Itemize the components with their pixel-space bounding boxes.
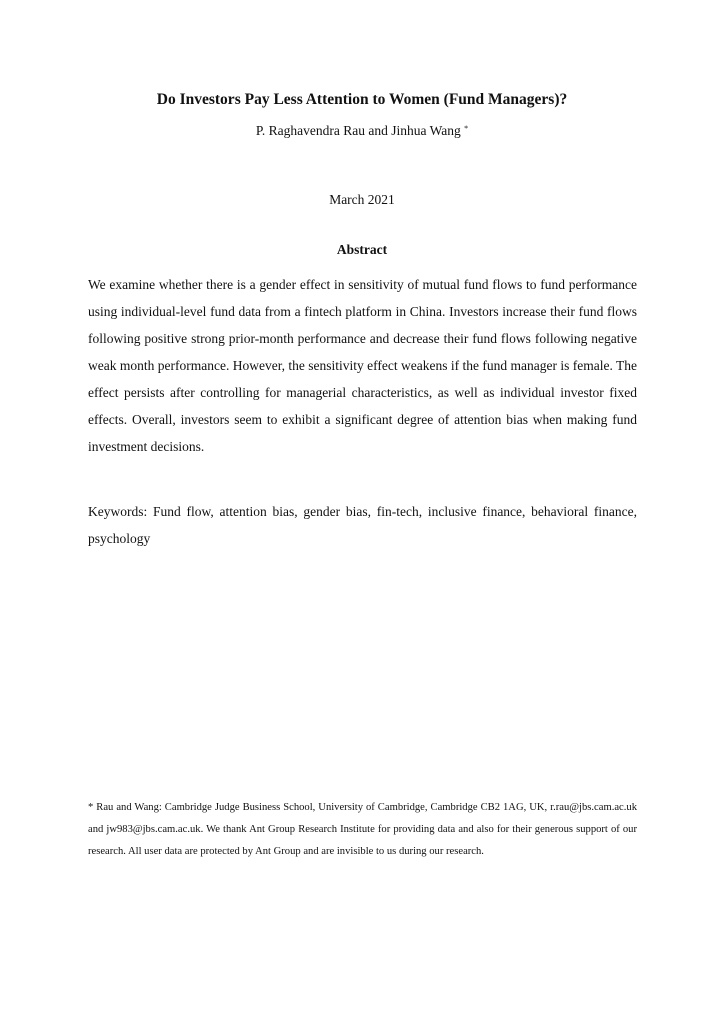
abstract-heading: Abstract <box>336 242 388 257</box>
abstract-text: We examine whether there is a gender effect in sensitivity of mutual fund flows to fund performance using individual-level fund data from a fintech platform in China. Investors increase their fund flows following positive strong prior-month performance and decrease their fund flows following negative weak month performance. However, the sensitivity effect weakens if the fund manager is female. The effect persists after controlling for managerial characteristics, as well as individual investor fixed effects. Overall, investors seem to exhibit a significant degree of attention bias when making fund investment decisions. <box>88 277 637 454</box>
paper-title: Do Investors Pay Less Attention to Women (Fund Managers)? <box>156 91 568 108</box>
author-footnote-mark: * <box>464 124 469 133</box>
keywords: Keywords: Fund flow, attention bias, gender bias, fin-tech, inclusive finance, behavioral finance, psychology <box>88 504 637 546</box>
authors: P. Raghavendra Rau and Jinhua Wang <box>255 123 461 138</box>
paper-date: March 2021 <box>329 192 395 207</box>
author-line <box>0 122 724 140</box>
author-footnote: * Rau and Wang: Cambridge Judge Business School, University of Cambridge, Cambridge CB2 1AG, UK, r.rau@jbs.cam.ac.uk and jw983@jbs.cam.ac.uk. We thank Ant Group Research Institute for providing data and also for their generous support of our research. All user data are protected by Ant Group and are invisible to us during our research. <box>88 802 637 857</box>
